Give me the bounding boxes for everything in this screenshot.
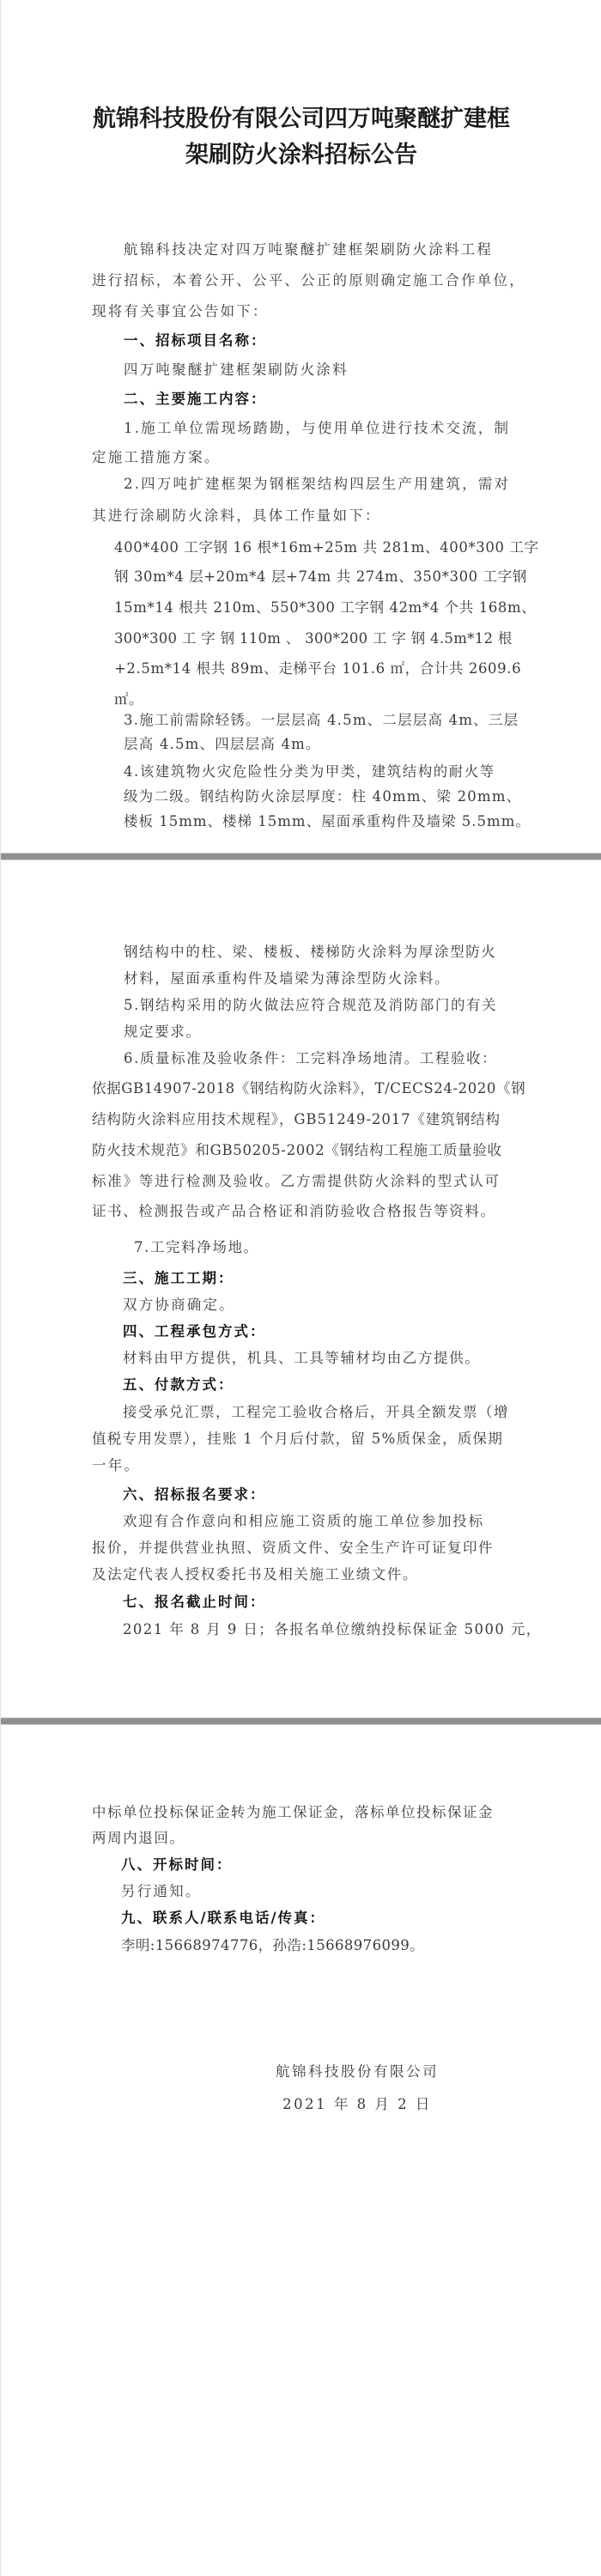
- section-4-body: 材料由甲方提供，机具、工具等辅材均由乙方提供。: [123, 1350, 481, 1366]
- section-1-body: 四万吨聚醚扩建框架刷防火涂料: [124, 361, 349, 378]
- item-6-line-3: 结构防火涂料应用技术规程》，GB51249-2017《建筑钢结构: [92, 1111, 501, 1127]
- item-2-line-2: 其进行涂刷防火涂料，具体工作量如下：: [92, 507, 381, 524]
- item-1-line-1: 1.施工单位需现场踏勘，与使用单位进行技术交流，制: [124, 420, 511, 436]
- section-4-heading: 四、工程承包方式：: [123, 1323, 266, 1340]
- contact-info: 李明:15668974776，孙浩:15668976099。: [121, 1937, 425, 1953]
- document-title: [1, 101, 601, 173]
- section-2-heading: 二、主要施工内容：: [124, 391, 267, 407]
- item-5-line-1: 5.钢结构采用的防火做法应符合规范及消防部门的有关: [124, 997, 498, 1013]
- item-2-line-1: 2.四万吨扩建框架为钢框架结构四层生产用建筑，需对: [124, 476, 511, 492]
- item-4-line-1: 4.该建筑物火灾危险性分类为甲类，建筑结构的耐火等: [124, 763, 495, 780]
- intro-line-1: 航锦科技决定对四万吨聚醚扩建框架刷防火涂料工程: [124, 241, 494, 258]
- section-8-body: 另行通知。: [121, 1883, 202, 1899]
- item-6-line-5: 标准》等进行检测及验收。乙方需提供防火涂料的型式认可: [92, 1173, 501, 1189]
- section-1-heading: 一、招标项目名称：: [124, 332, 267, 349]
- item-4-line-3: 楼板 15mm、楼梯 15mm、屋面承重构件及墙梁 5.5mm。: [124, 813, 531, 829]
- workload-line-4: 300*300 工 字 钢 110m 、 300*200 工 字 钢 4.5m*12 根: [114, 630, 513, 647]
- section-5-line-2: 值税专用发票），挂账 1 个月后付款，留 5%质保金，质保期: [92, 1431, 504, 1447]
- signature-company: 航锦科技股份有限公司: [276, 2063, 439, 2080]
- section-6-line-1: 欢迎有合作意向和相应施工资质的施工单位参加投标: [123, 1513, 484, 1529]
- section-6-line-2: 报价，并提供营业执照、资质文件、安全生产许可证复印件: [92, 1540, 494, 1556]
- section-5-heading: 五、付款方式：: [123, 1376, 234, 1393]
- document-page-1: [1, 0, 601, 853]
- document-page-2: [1, 860, 601, 1717]
- section-7-heading: 七、报名截止时间：: [123, 1594, 266, 1610]
- item-6-line-4: 防火技术规范》和GB50205-2002《钢结构工程施工质量验收: [92, 1142, 502, 1158]
- item-6-line-6: 证书、检测报告或产品合格证和消防验收合格报告等资料。: [92, 1203, 496, 1219]
- intro-line-2: 进行招标，本着公开、公平、公正的原则确定施工合作单位，: [92, 272, 525, 289]
- item-6-line-1: 6.质量标准及验收条件：工完料净场地清。工程验收：: [124, 1050, 498, 1066]
- workload-line-6: ㎡。: [114, 691, 143, 708]
- section-6-heading: 六、招标报名要求：: [123, 1486, 266, 1503]
- page-separator-2: [1, 1717, 601, 1725]
- section-7-line-3: 两周内退回。: [92, 1830, 185, 1846]
- section-7-line-2: 中标单位投标保证金转为施工保证金，落标单位投标保证金: [92, 1804, 494, 1820]
- item-4-line-4: 钢结构中的柱、梁、楼板、楼梯防火涂料为厚涂型防火: [124, 944, 497, 960]
- item-3-line-2: 层高 4.5m、四层层高 4m。: [124, 736, 321, 752]
- section-3-body: 双方协商确定。: [123, 1297, 235, 1313]
- section-9-heading: 九、联系人/联系电话/传真：: [121, 1910, 326, 1926]
- item-5-line-2: 规定要求。: [124, 1024, 202, 1040]
- section-7-line-1: 2021 年 8 月 9 日；各报名单位缴纳投标保证金 5000 元，: [123, 1621, 542, 1637]
- title-line-1: 航锦科技股份有限公司四万吨聚醚扩建框: [93, 106, 510, 132]
- workload-line-1: 400*400 工字钢 16 根*16m+25m 共 281m、400*300 工字: [114, 539, 539, 556]
- item-6-line-2: 依据GB14907-2018《钢结构防火涂料》，T/CECS24-2020《钢: [92, 1080, 526, 1097]
- workload-line-2: 钢 30m*4 层+20m*4 层+74m 共 274m、350*300 工字钢: [114, 568, 527, 585]
- item-7: 7.工完料净场地。: [134, 1239, 259, 1255]
- section-5-line-1: 接受承兑汇票，工程完工验收合格后，开具全额发票（增: [123, 1404, 509, 1420]
- page-separator-1: [1, 853, 601, 860]
- item-4-line-2: 级为二级。钢结构防火涂层厚度：柱 40mm、梁 20mm、: [124, 788, 522, 805]
- workload-line-3: 15m*14 根共 210m、550*300 工字钢 42m*4 个共 168m、: [114, 599, 537, 616]
- workload-line-5: +2.5m*14 根共 89m、走梯平台 101.6 ㎡，合计共 2609.6: [114, 660, 522, 677]
- item-4-line-5: 材料，屋面承重构件及墙梁为薄涂型防火涂料。: [124, 970, 451, 987]
- section-6-line-3: 及法定代表人授权委托书及相关施工业绩文件。: [92, 1566, 419, 1583]
- section-3-heading: 三、施工工期：: [123, 1270, 234, 1286]
- section-5-line-3: 一年。: [92, 1457, 141, 1473]
- title-line-2: 架刷防火涂料招标公告: [185, 142, 417, 168]
- document-page-3: [1, 1725, 601, 2576]
- item-3-line-1: 3.施工前需除轻锈。一层层高 4.5m、二层层高 4m、三层: [124, 712, 519, 728]
- section-8-heading: 八、开标时间：: [121, 1856, 233, 1873]
- signature-date: 2021 年 8 月 2 日: [282, 2096, 432, 2112]
- item-1-line-2: 定施工措施方案。: [92, 449, 221, 465]
- intro-line-3: 现将有关事宜公告如下：: [92, 303, 269, 319]
